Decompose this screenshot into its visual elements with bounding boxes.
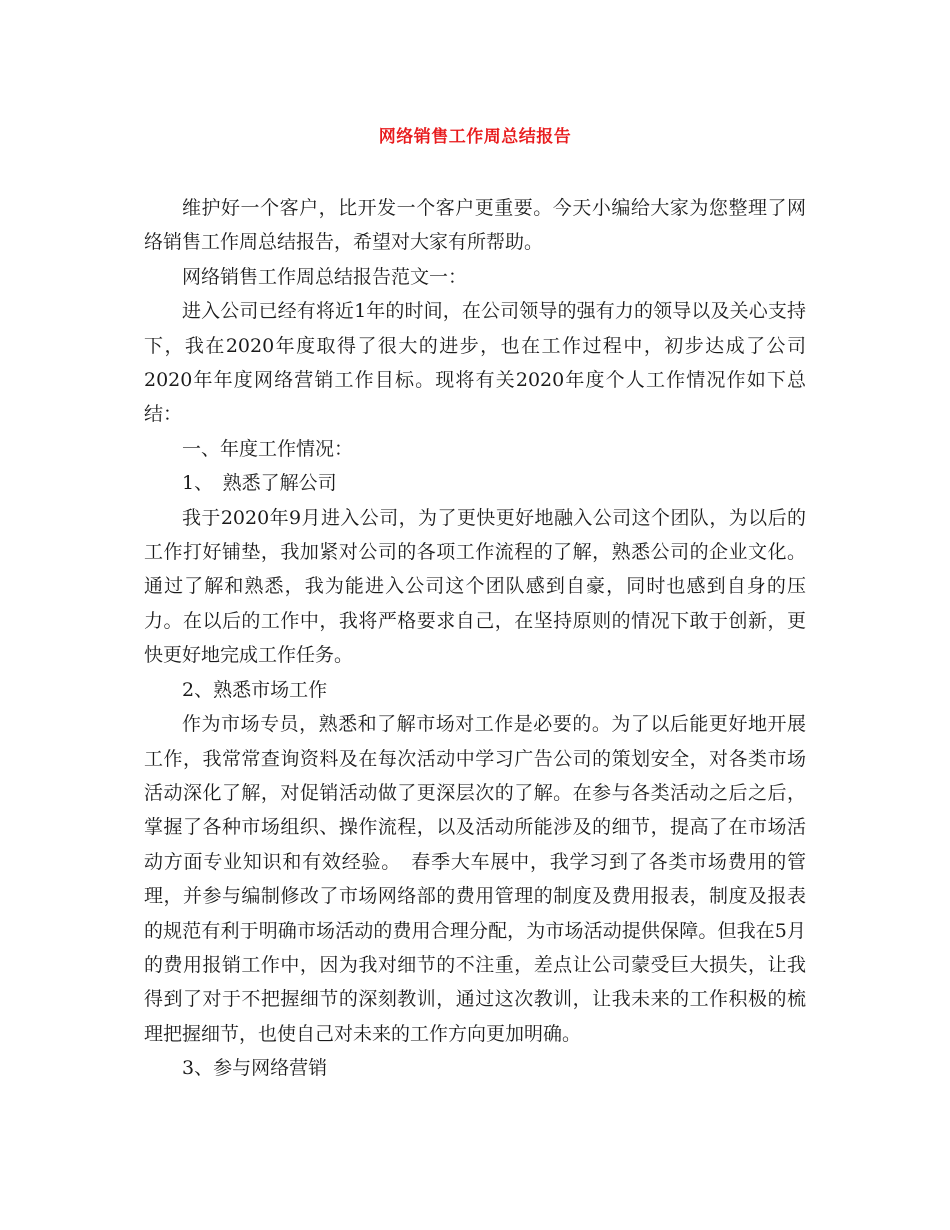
paragraph-market-work: 作为市场专员，熟悉和了解市场对工作是必要的。为了以后能更好地开展工作，我常常查询资料及在每次活动中学习广告公司的策划安全，对各类市场活动深化了解，对促销活动做了更深层次的了解。在参与各类活动之后之后，掌握了各种市场组织、操作流程，以及活动所能涉及的细节，提高了在市场活动方面专业知识和有效经验。 春季大车展中，我学习到了各类市场费用的管理，并参与编制修改了市场网络部的费用管理的制度及费用报表，制度及报表的规范有利于明确市场活动的费用合理分配，为市场活动提供保障。但我在5月的费用报销工作中，因为我对细节的不注重，差点让公司蒙受巨大损失，让我得到了对于不把握细节的深刻教训，通过这次教训，让我未来的工作积极的梳理把握细节，也使自己对未来的工作方向更加明确。 [144, 713, 806, 1045]
subheading-market-work: 2、熟悉市场工作 [182, 678, 328, 701]
paragraph-overview: 进入公司已经有将近1年的时间，在公司领导的强有力的领导以及关心支持下，我在2020年度取得了很大的进步，也在工作过程中，初步达成了公司2020年年度网络营销工作目标。现将有关2020年度个人工作情况作如下总结： [144, 300, 806, 426]
document-body [144, 191, 806, 1086]
subheading-know-company: 1、 熟悉了解公司 [182, 472, 337, 495]
paragraph-intro: 维护好一个客户，比开发一个客户更重要。今天小编给大家为您整理了网络销售工作周总结报告，希望对大家有所帮助。 [144, 197, 806, 254]
paragraph-know-company: 我于2020年9月进入公司，为了更快更好地融入公司这个团队，为以后的工作打好铺垫，我加紧对公司的各项工作流程的了解，熟悉公司的企业文化。通过了解和熟悉，我为能进入公司这个团队感到自豪，同时也感到自身的压力。在以后的工作中，我将严格要求自己，在坚持原则的情况下敢于创新，更快更好地完成工作任务。 [144, 506, 806, 667]
paragraph-example-heading: 网络销售工作周总结报告范文一： [182, 265, 468, 288]
subheading-network-marketing: 3、参与网络营销 [182, 1057, 328, 1080]
document-title: 网络销售工作周总结报告 [378, 127, 572, 147]
section-heading-annual-work: 一、年度工作情况： [182, 437, 354, 460]
